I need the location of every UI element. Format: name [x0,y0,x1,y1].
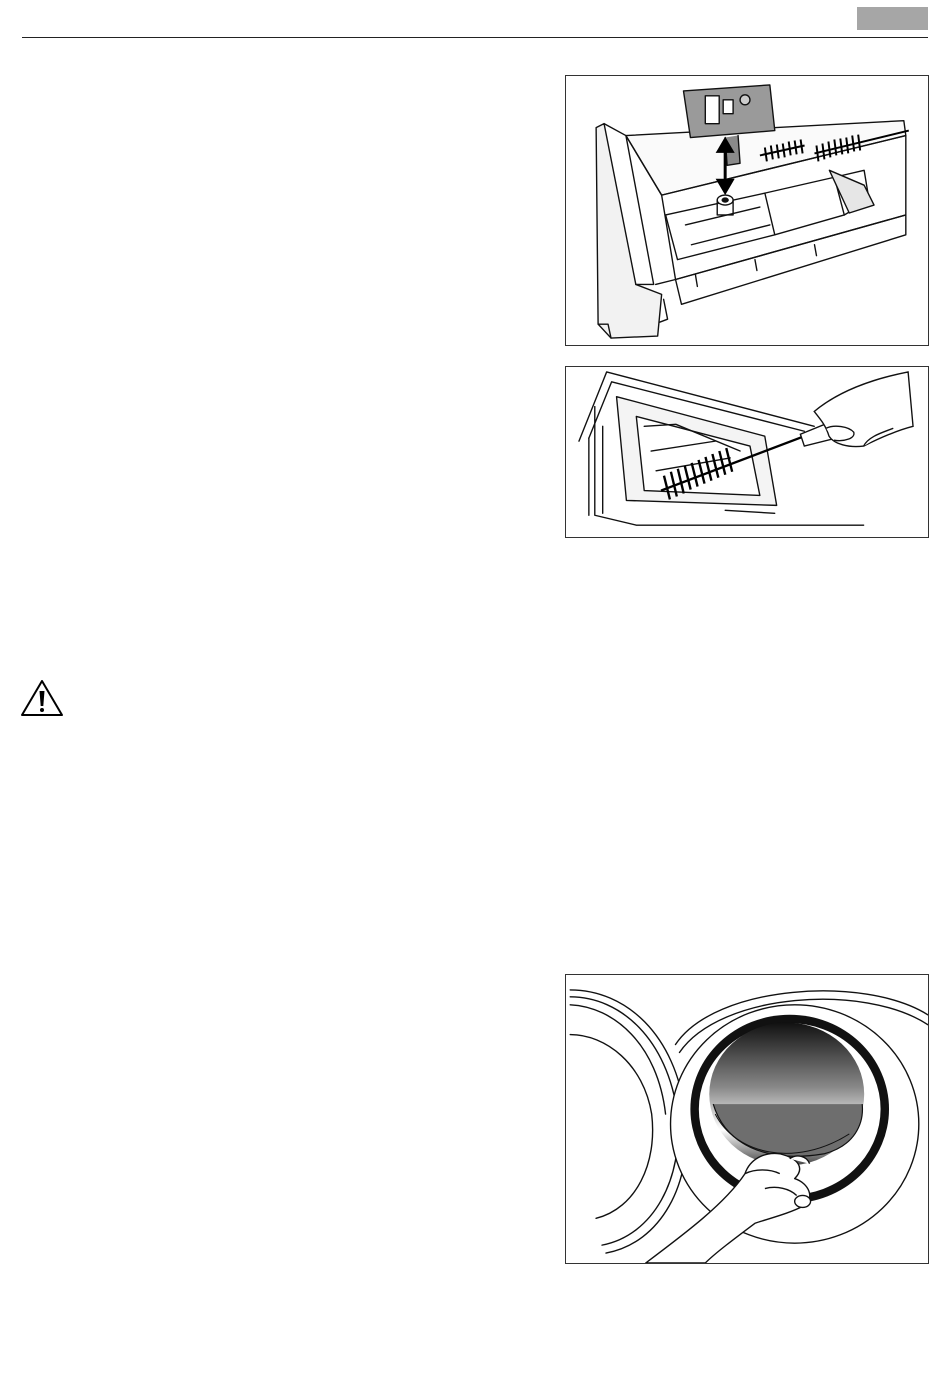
warning-triangle-icon [19,678,65,718]
figure-drawer-recess [565,366,929,538]
figure-dispenser-drawer [565,75,929,346]
dispenser-drawer-brush-illustration [566,76,928,345]
recess-brush-illustration [566,367,928,537]
header-tab [857,7,928,30]
header-rule [22,37,928,38]
door-seal-hand-illustration [566,975,928,1263]
figure-door-seal [565,974,929,1264]
